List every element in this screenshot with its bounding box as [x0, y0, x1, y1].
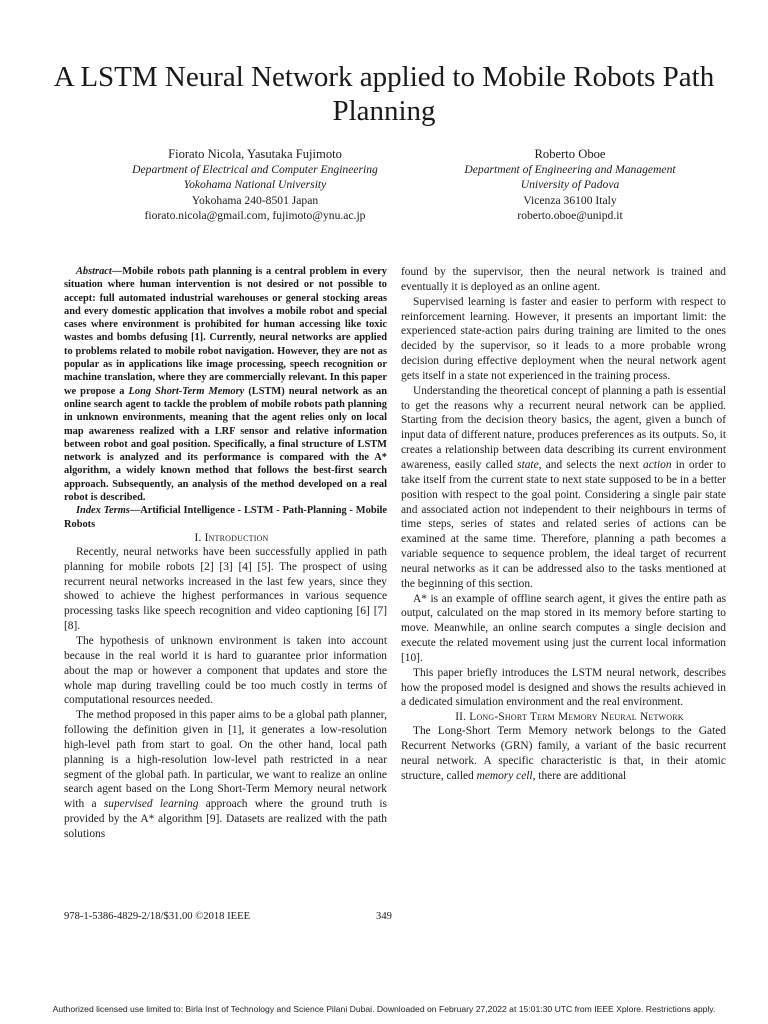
abstract-label: Abstract — [76, 266, 112, 277]
author-university: Yokohama National University — [183, 178, 327, 192]
body-paragraph: The hypothesis of unknown environment is taken into account because in the real world it is hard to guarantee prior information about the map or however a component that updates and store the whole map during travelling could be too much costly in terms of computational resources needed. — [64, 635, 387, 707]
author-university: University of Padova — [520, 178, 620, 192]
paper-title: A LSTM Neural Network applied to Mobile Robots Path Planning — [53, 61, 715, 127]
author-email: roberto.oboe@unipd.it — [517, 209, 623, 223]
author-names: Fiorato Nicola, Yasutaka Fujimoto — [168, 147, 342, 161]
abstract: Abstract—Mobile robots path planning is a central problem in every situation where human intervention is not desired or not possible to accept: full automated industrial warehouses or general stocking areas and every domestic application that involves a mobile robot and special cases where environment is prohibited for human accessing like toxic wastes and bombs defusing [1]. Currently, neural networks are applied to problems related to mobile robot navigation. However, they are not as popular as in applications like image processing, speech recognition or machine translation, where they are commercially relevant. In this paper we propose a Long Short-Term Memory (LSTM) neural network as an online search agent to tackle the problem of mobile robots path planning in unknown environments, meaning that the agent relies only on local map awareness realized with a LRF sensor and relative information between robot and goal position. Specifically, a final structure of LSTM network is analyzed and its performance is compared with the A* algorithm, a widely known method that follows the best-first search approach. Subsequently, an analysis of the method developed on a real robot is described. — [64, 266, 387, 504]
index-terms: Index Terms—Artificial Intelligence - LSTM - Path-Planning - Mobile Robots — [64, 505, 387, 530]
author-address: Vicenza 36100 Italy — [523, 193, 617, 207]
author-block-right — [410, 146, 730, 224]
author-email: fiorato.nicola@gmail.com, fujimoto@ynu.ac.jp — [144, 209, 366, 223]
body-paragraph: This paper briefly introduces the LSTM neural network, describes how the proposed model is designed and shows the results achieved in a dedicated simulation environment and the real environment. — [401, 666, 726, 709]
author-department: Department of Electrical and Computer Engineering — [132, 163, 378, 176]
body-paragraph: Recently, neural networks have been successfully applied in path planning for mobile robots [2] [3] [4] [5]. The prospect of using recurrent neural networks increased in the last few years, since they showed to achieve the highest performances in various sequence processing tasks like speech recognition and video captioning [6] [7] [8]. — [64, 545, 387, 633]
left-column — [64, 265, 387, 842]
index-terms-label: Index Terms — [76, 505, 130, 517]
license-notice: Authorized licensed use limited to: Birla Inst of Technology and Science Pilani Dubai. Downloaded on February 27,2022 at 15:01:30 UTC from IEEE Xplore. Restrictions apply. — [52, 1004, 716, 1014]
page-number: 349 — [376, 911, 392, 922]
author-block-left — [90, 146, 420, 224]
section-heading-introduction: I. Introduction — [194, 531, 269, 544]
author-names: Roberto Oboe — [534, 147, 606, 161]
right-column — [401, 265, 726, 784]
author-address: Yokohama 240-8501 Japan — [191, 193, 319, 207]
body-paragraph: The method proposed in this paper aims to be a global path planner, following the definition given in [1], it generates a low-resolution high-level path from start to goal. On the other hand, local path planning is a high-resolution low-level path restricted in a near segment of the global path. In particular, we want to realize an online search agent based on the Long Short-Term Memory neural network with a supervised learning approach where the ground truth is provided by the A* algorithm [9]. Datasets are realized with the path solutions — [64, 709, 387, 840]
footer-isbn: 978-1-5386-4829-2/18/$31.00 ©2018 IEEE — [64, 911, 251, 922]
body-paragraph: Understanding the theoretical concept of planning a path is essential to get the reasons why a recurrent neural network can be applied. Starting from the decision theory basics, the agent, given a bunch of input data of different nature, produces preferences as its outputs. So, it creates a relationship between data describing its current environment awareness, easily called state, and selects the next action in order to take itself from the current state to next state supposed to be in a better position with respect to the goal point. Considering a single pair state and associated action not independent to their neighbours in terms of time steps, series of states and related series of actions can be examined at the same time. Therefore, planning a path becomes a variable sequence to sequence problem, the ideal target of recurrent neural networks as it can be addressed also to the tasks mentioned at the beginning of this section. — [401, 384, 727, 590]
body-paragraph: Supervised learning is faster and easier to perform with respect to reinforcement learning. However, it presents an important limit: the experienced state-action pairs during training are limited to the ones decided by the supervisor, so it leads to a more probable wrong decision during effective deployment when the neural network agent gets itself in a state not experienced in the training process. — [401, 295, 726, 382]
body-paragraph: found by the supervisor, then the neural network is trained and eventually it is deployed as an online agent. — [401, 266, 726, 293]
author-department: Department of Engineering and Management — [464, 163, 676, 176]
body-paragraph: The Long-Short Term Memory network belongs to the Gated Recurrent Networks (GRN) family, a variant of the basic recurrent neural network. A specific characteristic is that, in their atomic structure, called memory cell, there are additional — [401, 725, 726, 782]
section-heading-lstm: II. Long-Short Term Memory Neural Network — [455, 711, 684, 724]
body-paragraph: A* is an example of offline search agent, it gives the entire path as output, calculated on the map stored in its memory before starting to move. Meanwhile, an online search computes a single decision and execute the related movement using just the current local information [10]. — [401, 592, 726, 664]
